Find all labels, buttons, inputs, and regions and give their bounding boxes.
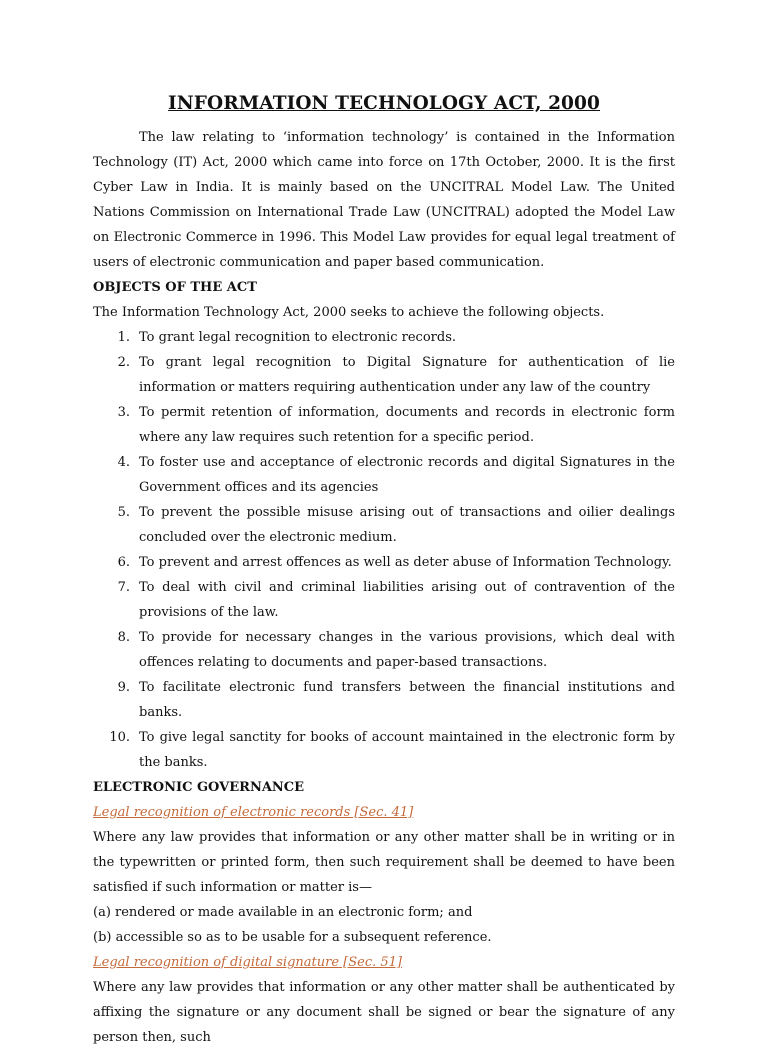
list-text: To provide for necessary changes in the various provisions, which deal with offences relating to documents and paper-based transactions. <box>139 630 675 670</box>
list-text: To foster use and acceptance of electronic records and digital Signatures in the Government offices and its agencies <box>139 455 675 495</box>
objects-list <box>93 325 675 775</box>
list-item <box>93 400 675 450</box>
list-text: To facilitate electronic fund transfers between the financial institutions and banks. <box>139 680 675 720</box>
document-title: INFORMATION TECHNOLOGY ACT, 2000 <box>168 93 600 114</box>
section-51-text: Where any law provides that information or any other matter shall be authenticated by affixing the signature or any document shall be signed or bear the signature of any person then, such <box>93 980 675 1045</box>
list-item <box>93 550 675 575</box>
section-41-text: Where any law provides that information or any other matter shall be in writing or in the typewritten or printed form, then such requirement shall be deemed to have been satisfied if such information or matter is— <box>93 830 675 895</box>
list-item <box>93 500 675 550</box>
list-number: 2. <box>117 355 130 370</box>
list-text: To deal with civil and criminal liabilities arising out of contravention of the provisions of the law. <box>139 580 675 620</box>
list-text: To permit retention of information, documents and records in electronic form where any law requires such retention for a specific period. <box>139 405 675 445</box>
section-51-heading: Legal recognition of digital signature [Sec. 51] <box>93 955 403 970</box>
list-number: 10. <box>109 730 130 745</box>
governance-heading: ELECTRONIC GOVERNANCE <box>93 780 305 795</box>
intro-paragraph: The law relating to ‘information technology’ is contained in the Information Technology (IT) Act, 2000 which came into force on 17th October, 2000. It is the first Cyber Law in India. It is mainly based on the UNCITRAL Model Law. The United Nations Commission on International Trade Law (UNCITRAL) adopted the Model Law on Electronic Commerce in 1996. This Model Law provides for equal legal treatment of users of electronic communication and paper based communication. <box>93 130 675 270</box>
list-number: 8. <box>117 630 130 645</box>
list-number: 5. <box>117 505 130 520</box>
section-41-heading: Legal recognition of electronic records [Sec. 41] <box>93 805 414 820</box>
list-number: 1. <box>117 330 130 345</box>
objects-intro: The Information Technology Act, 2000 seeks to achieve the following objects. <box>93 305 605 320</box>
list-number: 3. <box>117 405 130 420</box>
list-item <box>93 325 675 350</box>
list-text: To prevent and arrest offences as well as deter abuse of Information Technology. <box>139 555 672 570</box>
list-number: 9. <box>117 680 130 695</box>
list-item <box>93 625 675 675</box>
list-text: To grant legal recognition to electronic records. <box>139 330 457 345</box>
list-number: 7. <box>117 580 130 595</box>
list-text: To prevent the possible misuse arising out of transactions and oilier dealings concluded over the electronic medium. <box>139 505 675 545</box>
section-41-clause-b: (b) accessible so as to be usable for a subsequent reference. <box>93 930 492 945</box>
list-item <box>93 575 675 625</box>
list-text: To give legal sanctity for books of account maintained in the electronic form by the banks. <box>139 730 675 770</box>
list-item <box>93 350 675 400</box>
list-item <box>93 725 675 775</box>
section-41-clause-a: (a) rendered or made available in an electronic form; and <box>93 905 473 920</box>
list-text: To grant legal recognition to Digital Signature for authentication of lie information or matters requiring authentication under any law of the country <box>139 355 675 395</box>
document-body <box>93 125 675 1050</box>
list-number: 6. <box>117 555 130 570</box>
objects-heading: OBJECTS OF THE ACT <box>93 280 257 295</box>
list-item <box>93 450 675 500</box>
list-item <box>93 675 675 725</box>
list-number: 4. <box>117 455 130 470</box>
